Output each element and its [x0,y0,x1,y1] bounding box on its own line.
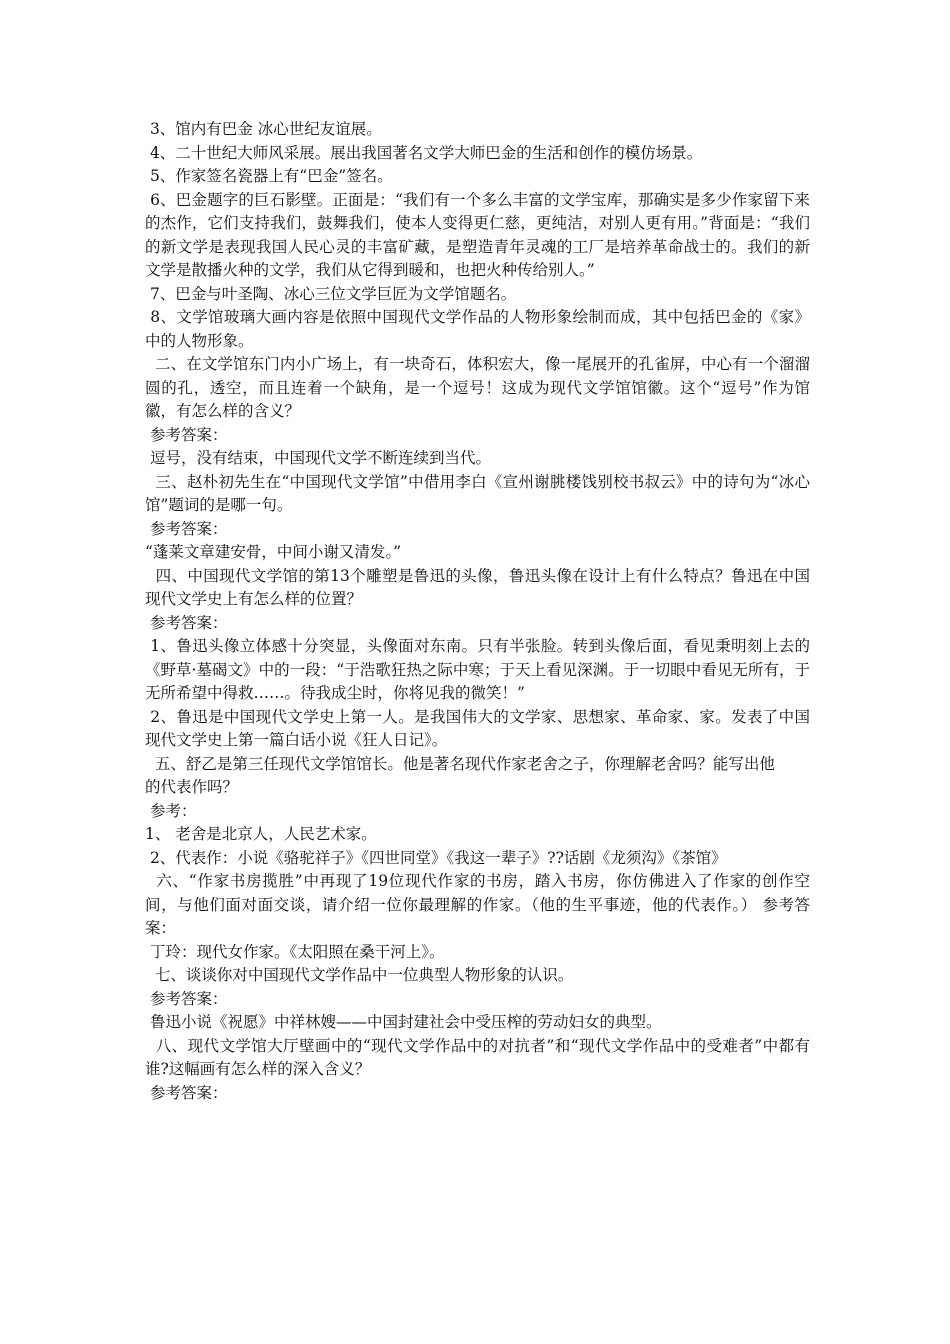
answer-5-part-1: 1、 老舍是北京人，人民艺术家。 [145,825,377,843]
paragraph-5-signed-porcelain: 5、作家签名瓷器上有“巴金”签名。 [145,167,393,185]
question-3-bingxin-hall-poem: 三、赵朴初先生在“中国现代文学馆”中借用李白《宣州谢朓楼饯别校书叔云》中的诗句为“冰心馆”题词的是哪一句。 [145,472,810,514]
answer-label-4: 参考答案： [145,613,228,632]
question-5-continued: 的代表作吗？ [145,778,239,796]
answer-label-8: 参考答案： [145,1083,228,1102]
paragraph-8-glass-painting: 8、文学馆玻璃大画内容是依照中国现代文学作品的人物形象绘制而成，其中包括巴金的《家》中的人物形象。 [145,308,810,350]
paragraph-3-baijin-bingxin-exhibit: 3、馆内有巴金 冰心世纪友谊展。 [145,120,382,138]
answer-2: 逗号，没有结束，中国现代文学不断连续到当代。 [145,449,491,467]
question-7-typical-character: 七、谈谈你对中国现代文学作品中一位典型人物形象的认识。 [145,966,574,984]
question-4-luxun-statue: 四、中国现代文学馆的第13个雕塑是鲁迅的头像，鲁迅头像在设计上有什么特点？鲁迅在中国现代文学史上有怎么样的位置？ [145,566,810,608]
question-2-comma-emblem: 二、在文学馆东门内小广场上，有一块奇石，体积宏大，像一尾展开的孔雀屏，中心有一个溜溜圆的孔，透空，而且连着一个缺角，是一个逗号！这成为现代文学馆馆徽。这个“逗号”作为馆徽，有怎么样的含义？ [145,355,810,420]
answer-4-part-1: 1、鲁迅头像立体感十分突显，头像面对东南。只有半张脸。转到头像后面，看见秉明刻上去的《野草·墓碣文》中的一段：“于浩歌狂热之际中寒；于天上看见深渊。于一切眼中看见无所有，于无所希望中得救……。待我成尘时，你将见我的微笑！” [145,637,810,702]
paragraph-4-masters-exhibit: 4、二十世纪大师风采展。展出我国著名文学大师巴金的生活和创作的模仿场景。 [145,143,703,162]
answer-7: 鲁迅小说《祝愿》中祥林嫂——中国封建社会中受压榨的劳动妇女的典型。 [145,1013,662,1031]
answer-6: 丁玲：现代女作家。《太阳照在桑干河上》。 [145,942,445,961]
answer-label-5: 参考： [145,801,197,820]
question-8-lobby-mural: 八、现代文学馆大厅壁画中的“现代文学作品中的对抗者”和“现代文学作品中的受难者”中都有谁?这幅画有怎么样的深入含义？ [145,1036,810,1078]
paragraph-7-inscription: 7、巴金与叶圣陶、冰心三位文学巨匠为文学馆题名。 [145,284,517,303]
answer-4-part-2: 2、鲁迅是中国现代文学史上第一人。是我国伟大的文学家、思想家、革命家、家。发表了中国现代文学史上第一篇白话小说《狂人日记》。 [145,707,810,749]
document-page [145,118,810,1105]
paragraph-6-stone-screen-wall: 6、巴金题字的巨石影壁。正面是：“我们有一个多么丰富的文学宝库，那确实是多少作家留下来的杰作，它们支持我们，鼓舞我们，使本人变得更仁慈，更纯洁，对别人更有用。”背面是：“我们的新文学是表现我国人民心灵的丰富矿藏，是塑造青年灵魂的工厂是培养革命战士的。我们的新文学是散播火种的文学，我们从它得到暖和，也把火种传给别人。” [145,190,810,279]
question-6-writers-studies: 六、“作家书房揽胜”中再现了19位现代作家的书房，踏入书房，你仿佛进入了作家的创作空间，与他们面对面交谈，请介绍一位你最理解的作家。（他的生平事迹，他的代表作。） 参考答案： [145,872,810,937]
answer-3: “蓬莱文章建安骨，中间小谢又清发。” [145,543,402,561]
answer-label-7: 参考答案： [145,989,228,1008]
answer-5-part-2: 2、代表作：小说《骆驼祥子》《四世同堂》《我这一辈子》??话剧《龙须沟》《茶馆》 [145,848,727,867]
answer-label-2: 参考答案： [145,425,228,444]
answer-label-3: 参考答案： [145,519,228,538]
question-5-laoshe: 五、舒乙是第三任现代文学馆馆长。他是著名现代作家老舍之子，你理解老舍吗？能写出他 [145,754,775,773]
